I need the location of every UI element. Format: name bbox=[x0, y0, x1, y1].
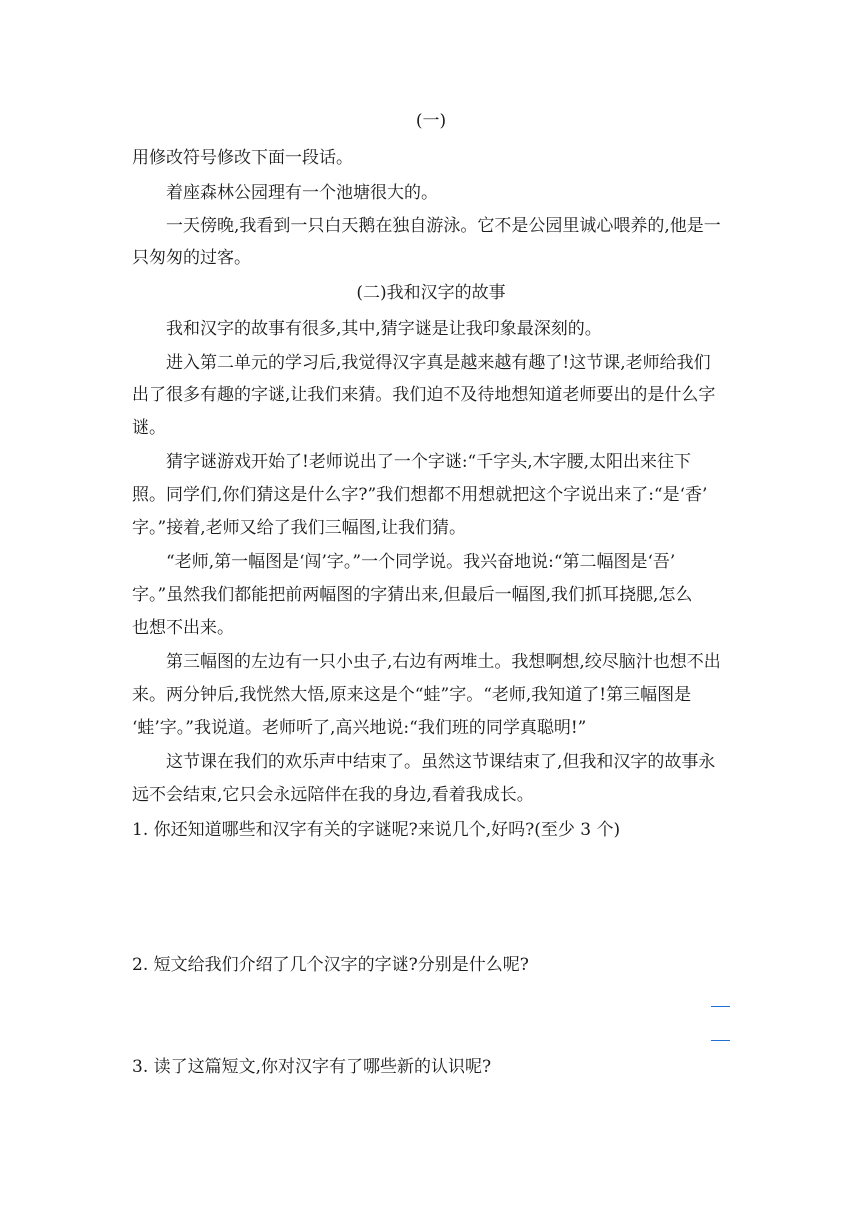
answer-blank-line[interactable] bbox=[711, 1040, 730, 1041]
question-1: 1. 你还知道哪些和汉字有关的字谜呢?来说几个,好吗?(至少 3 个) bbox=[132, 820, 621, 840]
story-line: 远不会结束,它只会永远陪伴在我的身边,看着我成长。 bbox=[132, 785, 534, 805]
question-2: 2. 短文给我们介绍了几个汉字的字谜?分别是什么呢? bbox=[132, 955, 529, 975]
section1-paragraph-line: 只匆匆的过客。 bbox=[132, 248, 251, 268]
section2-heading: (二)我和汉字的故事 bbox=[356, 283, 506, 303]
story-line: 谜。 bbox=[132, 418, 166, 438]
question-3: 3. 读了这篇短文,你对汉字有了哪些新的认识呢? bbox=[132, 1057, 492, 1077]
story-line: 字。”虽然我们都能把前两幅图的字猜出来,但最后一幅图,我们抓耳挠腮,怎么 bbox=[132, 585, 693, 605]
section1-paragraph-line: 一天傍晚,我看到一只白天鹅在独自游泳。它不是公园里诚心喂养的,他是一 bbox=[132, 216, 721, 236]
story-line: 猜字谜游戏开始了!老师说出了一个字谜:“千字头,木字腰,太阳出来往下 bbox=[132, 452, 692, 472]
story-line: 进入第二单元的学习后,我觉得汉字真是越来越有趣了!这节课,老师给我们 bbox=[132, 353, 711, 373]
story-line: 来。两分钟后,我恍然大悟,原来这是个“蛙”字。“老师,我知道了!第三幅图是 bbox=[132, 685, 692, 705]
story-line: 也想不出来。 bbox=[132, 618, 234, 638]
section1-sentence: 着座森林公园理有一个池塘很大的。 bbox=[132, 183, 438, 203]
story-line: 第三幅图的左边有一只小虫子,右边有两堆土。我想啊想,绞尽脑汁也想不出 bbox=[132, 652, 721, 672]
story-line: ‘蛙’字。”我说道。老师听了,高兴地说:“我们班的同学真聪明!” bbox=[132, 718, 587, 738]
story-line: 字。”接着,老师又给了我们三幅图,让我们猜。 bbox=[132, 518, 466, 538]
answer-blank-line[interactable] bbox=[711, 1006, 730, 1007]
story-line: “老师,第一幅图是‘闯’字。”一个同学说。我兴奋地说:“第二幅图是‘吾’ bbox=[132, 552, 676, 572]
story-line: 出了很多有趣的字谜,让我们来猜。我们迫不及待地想知道老师要出的是什么字 bbox=[132, 385, 716, 405]
story-line: 我和汉字的故事有很多,其中,猜字谜是让我印象最深刻的。 bbox=[132, 319, 602, 339]
story-line: 照。同学们,你们猜这是什么字?”我们想都不用想就把这个字说出来了:“是‘香’ bbox=[132, 485, 708, 505]
story-line: 这节课在我们的欢乐声中结束了。虽然这节课结束了,但我和汉字的故事永 bbox=[132, 752, 716, 772]
section1-heading: (一) bbox=[415, 111, 447, 131]
section1-instruction: 用修改符号修改下面一段话。 bbox=[132, 148, 353, 168]
